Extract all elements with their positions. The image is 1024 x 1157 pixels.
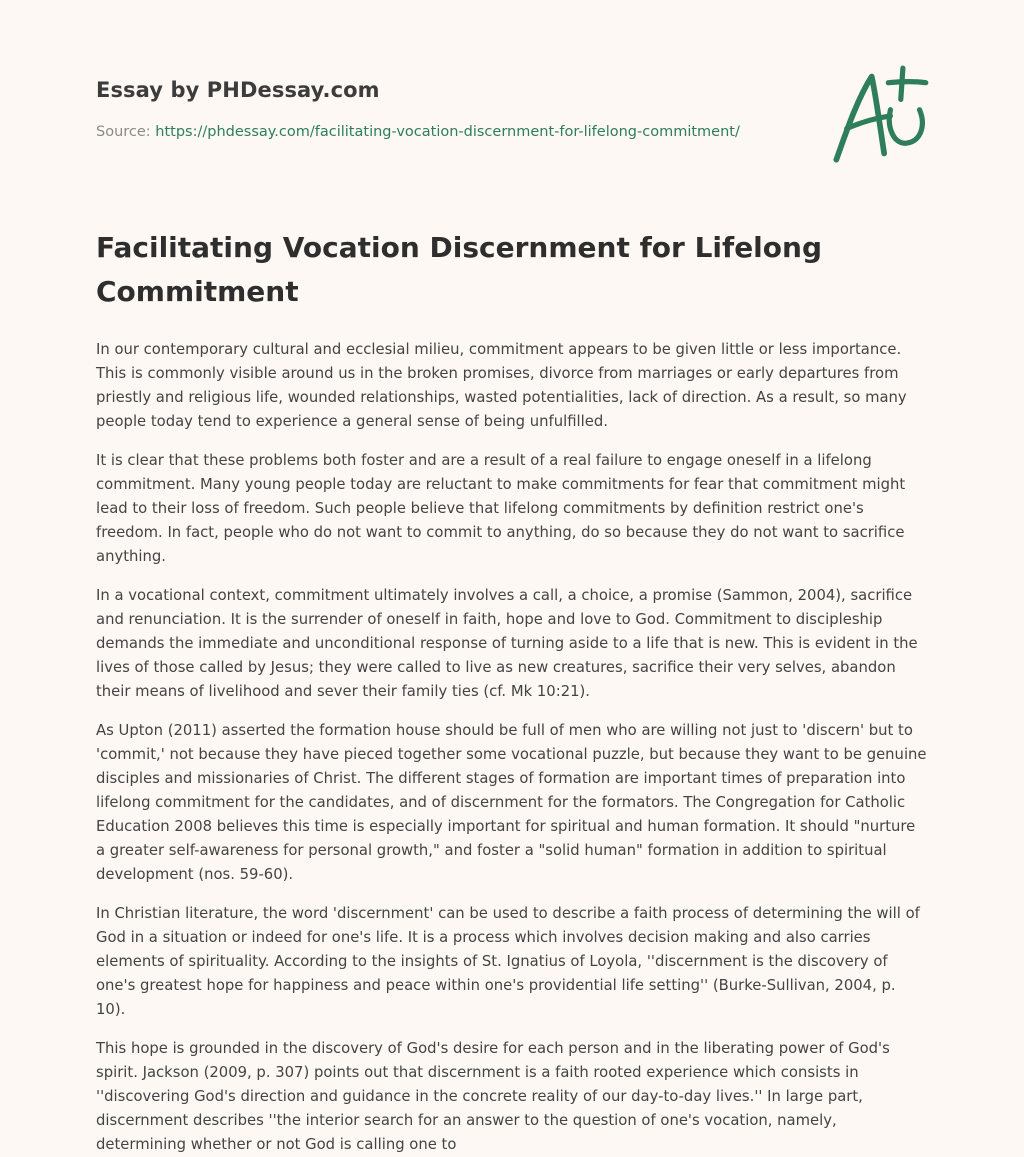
a-plus-logo-icon xyxy=(828,64,932,168)
essay-paragraph: As Upton (2011) asserted the formation house should be full of men who are willing not just to 'discern' but to 'commit,' not because they have pieced together some vocational puzzle, but because they want to be genuine disciples and missionaries of Christ. The different stages of formation are important times of preparation into lifelong commitment for the candidates, and of discernment for the formators. The Congregation for Catholic Education 2008 believes this time is especially important for spiritual and human formation. It should "nurture a greater self-awareness for personal growth," and foster a "solid human" formation in addition to spiritual development (nos. 59-60). xyxy=(96,722,927,883)
essay-paragraph: In our contemporary cultural and ecclesial milieu, commitment appears to be given little or less importance. This is commonly visible around us in the broken promises, divorce from marriages or early departures from priestly and religious life, wounded relationships, wasted potentialities, lack of direction. As a result, so many people today tend to experience a general sense of being unfulfilled. xyxy=(96,341,907,430)
essay-paragraph: In Christian literature, the word 'discernment' can be used to describe a faith process of determining the will of God in a situation or indeed for one's life. It is a process which involves decision making and also carries elements of spirituality. According to the insights of St. Ignatius of Loyola, ''discernment is the discovery of one's greatest hope for happiness and peace within one's providential life setting'' (Burke-Sullivan, 2004, p. 10). xyxy=(96,905,920,1018)
essay-paragraph: In a vocational context, commitment ultimately involves a call, a choice, a promise (Sammon, 2004), sacrifice and renunciation. It is the surrender of oneself in faith, hope and love to God. Commitment to discipleship demands the immediate and unconditional response of turning aside to a life that is new. This is evident in the lives of those called by Jesus; they were called to live as new creatures, sacrifice their very selves, abandon their means of livelihood and sever their family ties (cf. Mk 10:21). xyxy=(96,587,918,700)
site-brand: Essay by PHDessay.com xyxy=(96,78,380,102)
source-line xyxy=(96,124,740,140)
essay-paragraph: This hope is grounded in the discovery of God's desire for each person and in the liberating power of God's spirit. Jackson (2009, p. 307) points out that discernment is a faith rooted experience which consists in ''discovering God's direction and guidance in the concrete reality of our day-to-day lives.'' In large part, discernment describes ''the interior search for an answer to the question of one's vocation, namely, determining whether or not God is calling one to xyxy=(96,1040,890,1153)
page-header xyxy=(96,0,928,190)
source-link[interactable]: https://phdessay.com/facilitating-vocation-discernment-for-lifelong-commitment/ xyxy=(155,124,740,140)
source-label: Source: xyxy=(96,124,156,140)
essay-paragraph: It is clear that these problems both foster and are a result of a real failure to engage oneself in a lifelong commitment. Many young people today are reluctant to make commitments for fear that commitment might lead to their loss of freedom. Such people believe that lifelong commitments by definition restrict one's freedom. In fact, people who do not want to commit to anything, do so because they do not want to sacrifice anything. xyxy=(96,452,906,565)
essay-body xyxy=(96,338,928,1157)
essay-title: Facilitating Vocation Discernment for Lifelong Commitment xyxy=(96,231,822,308)
